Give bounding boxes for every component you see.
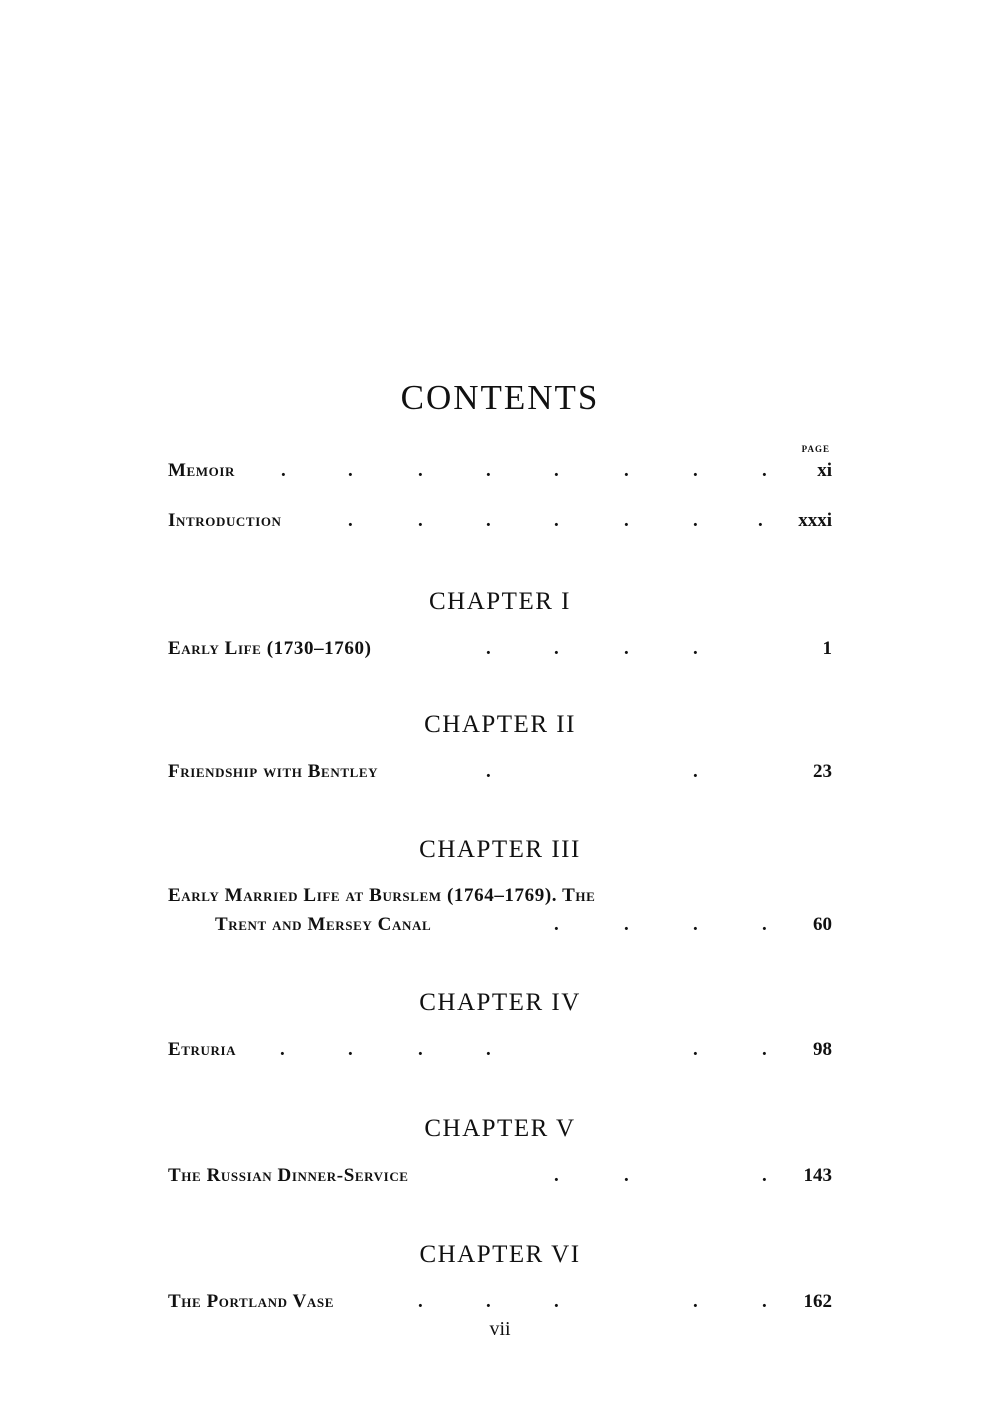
chapter-heading: CHAPTER V [424,1115,576,1142]
leader-dot: . [758,510,763,531]
leader-dot: . [693,914,698,935]
chapter-heading: CHAPTER III [419,836,581,863]
leader-dot: . [554,1291,559,1312]
toc-entry-page: 162 [803,1291,832,1312]
toc-entry-page: 143 [803,1165,832,1186]
toc-entry-page: xi [817,460,832,481]
page-column-label: PAGE [801,444,830,454]
leader-dot: . [693,1291,698,1312]
toc-entry-chapter-6[interactable] [168,1291,832,1319]
leader-dot: . [624,1165,629,1186]
leader-dot: . [762,1165,767,1186]
toc-entry-chapter-1[interactable] [168,638,832,666]
leader-dot: . [418,1291,423,1312]
page-number: vii [489,1318,511,1340]
leader-dot: . [418,1039,423,1060]
toc-entry-page: 23 [813,761,832,782]
toc-entry-title: Memoir [168,460,236,481]
toc-entry-title: Early Life (1730–1760) [168,638,372,659]
chapter-heading: CHAPTER VI [419,1241,581,1268]
leader-dot: . [624,460,629,481]
leader-dot: . [762,914,767,935]
leader-dot: . [486,1039,491,1060]
toc-entry-title: The Portland Vase [168,1291,334,1312]
toc-entry-title: Introduction [168,510,282,531]
leader-dot: . [554,510,559,531]
toc-entry-page: xxxi [798,510,832,531]
leader-dot: . [486,638,491,659]
leader-dot: . [418,510,423,531]
toc-entry-title: Early Married Life at Burslem (1764–1769). The [168,885,596,906]
leader-dot: . [348,460,353,481]
leader-dot: . [624,510,629,531]
toc-entry-title: Friendship with Bentley [168,761,379,782]
page-title: CONTENTS [400,378,600,417]
toc-entry-chapter-3-line-2[interactable] [168,914,832,942]
leader-dot: . [281,460,286,481]
toc-entry-page: 98 [813,1039,832,1060]
leader-dot: . [762,460,767,481]
leader-dot: . [486,460,491,481]
leader-dot: . [554,460,559,481]
leader-dot: . [554,638,559,659]
chapter-heading: CHAPTER II [424,711,576,738]
leader-dot: . [554,1165,559,1186]
leader-dot: . [762,1039,767,1060]
toc-entry-chapter-3-line-1[interactable] [168,885,832,913]
leader-dot: . [693,761,698,782]
toc-entry-introduction[interactable] [168,510,832,538]
leader-dot: . [693,460,698,481]
leader-dot: . [486,510,491,531]
toc-entry-memoir[interactable] [168,460,832,488]
toc-entry-title: Trent and Mersey Canal [215,914,432,935]
toc-entry-chapter-2[interactable] [168,761,832,789]
toc-entry-chapter-5[interactable] [168,1165,832,1193]
leader-dot: . [762,1291,767,1312]
leader-dot: . [348,1039,353,1060]
leader-dot: . [280,1039,285,1060]
toc-entry-title: Etruria [168,1039,237,1060]
leader-dot: . [486,761,491,782]
leader-dot: . [418,460,423,481]
leader-dot: . [693,638,698,659]
toc-entry-title: The Russian Dinner-Service [168,1165,409,1186]
leader-dot: . [624,638,629,659]
chapter-heading: CHAPTER I [429,588,571,615]
leader-dot: . [486,1291,491,1312]
toc-entry-page: 1 [822,638,832,659]
leader-dot: . [693,510,698,531]
leader-dot: . [554,914,559,935]
toc-entry-chapter-4[interactable] [168,1039,832,1067]
chapter-heading: CHAPTER IV [419,989,581,1016]
leader-dot: . [348,510,353,531]
leader-dot: . [693,1039,698,1060]
toc-entry-page: 60 [813,914,832,935]
leader-dot: . [624,914,629,935]
